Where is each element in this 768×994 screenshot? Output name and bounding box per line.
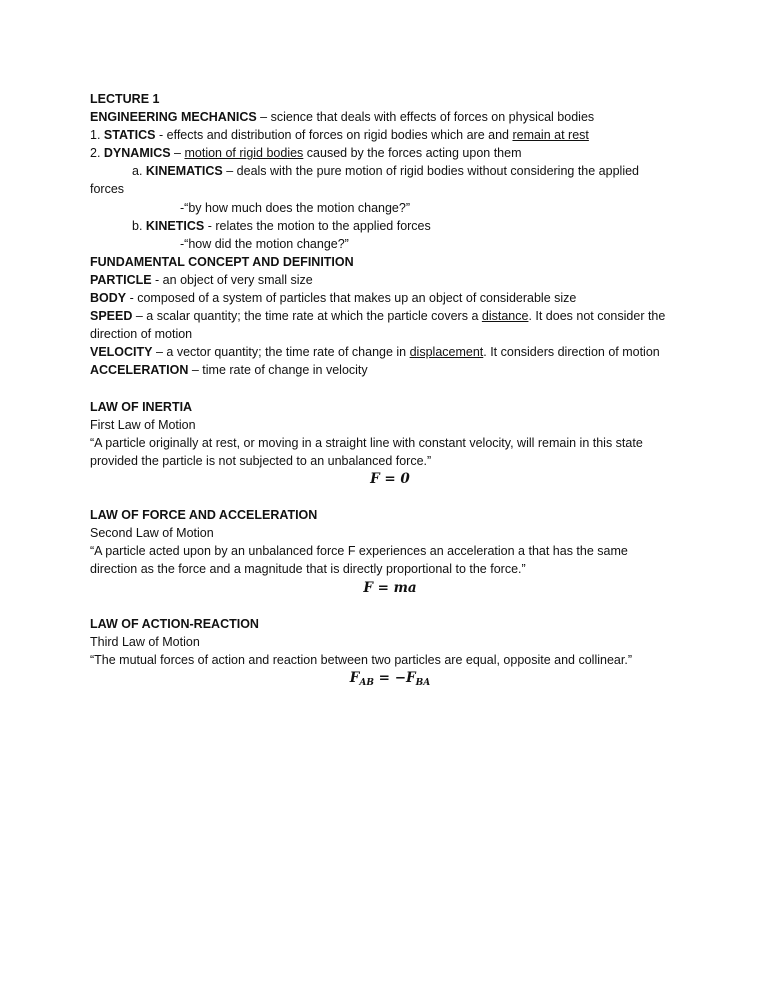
underlined-phrase: remain at rest xyxy=(512,128,589,143)
term: BODY xyxy=(90,291,127,306)
definition: – science that deals with effects of forces on physical bodies xyxy=(256,110,595,125)
item-number: 2. xyxy=(90,146,104,161)
term: KINETICS xyxy=(145,218,205,233)
item-number: 1. xyxy=(90,128,104,143)
lecture-title: LECTURE 1 xyxy=(90,92,160,106)
definition-end: . It considers direction of motion xyxy=(483,345,660,360)
equation-lhs: F xyxy=(349,670,360,686)
kinetics-question: -“how did the motion change?” xyxy=(180,236,349,251)
term: DYNAMICS xyxy=(103,146,171,161)
law3-quote-line1: “The mutual forces of action and reaction between two particles are equal, opposite and collinear.” xyxy=(90,652,632,667)
law1-quote-line2: provided the particle is not subjected to an unbalanced force.” xyxy=(90,453,432,468)
particle-definition xyxy=(90,271,690,289)
acceleration-definition xyxy=(90,361,690,379)
law1-heading: LAW OF INERTIA xyxy=(90,399,193,414)
equation-lhs-subscript: AB xyxy=(359,678,374,688)
law1-subtitle: First Law of Motion xyxy=(90,417,196,432)
law2-quote-line1: “A particle acted upon by an unbalanced force F experiences an acceleration a that has the same xyxy=(90,544,628,559)
definition: – deals with the pure motion of rigid bodies without considering the applied xyxy=(222,164,639,179)
definition: caused by the forces acting upon them xyxy=(303,146,522,161)
definition: - relates the motion to the applied forces xyxy=(204,218,431,233)
definition: – a vector quantity; the time rate of change in xyxy=(152,345,410,360)
definition: - effects and distribution of forces on rigid bodies which are and xyxy=(155,128,513,143)
kinematics-continuation: forces xyxy=(90,182,125,197)
definition: - composed of a system of particles that makes up an object of considerable size xyxy=(126,291,577,306)
underlined-phrase: displacement xyxy=(409,345,484,360)
law2-equation: F = ma xyxy=(363,579,417,596)
term: PARTICLE xyxy=(90,272,152,287)
law2-heading: LAW OF FORCE AND ACCELERATION xyxy=(90,508,318,523)
kinematics-definition xyxy=(90,162,690,180)
item-letter: b. xyxy=(132,218,146,233)
equation-rhs: = −F xyxy=(373,670,416,686)
definition: – time rate of change in velocity xyxy=(188,363,368,378)
statics-definition xyxy=(90,126,690,144)
equation-rhs-subscript: BA xyxy=(415,678,431,688)
definition: – a scalar quantity; the time rate at which the particle covers a xyxy=(132,309,482,324)
term: KINEMATICS xyxy=(145,164,223,179)
term: ACCELERATION xyxy=(90,363,189,378)
law3-equation xyxy=(90,669,690,687)
term: SPEED xyxy=(90,309,133,324)
term: ENGINEERING MECHANICS xyxy=(90,110,257,125)
spacer xyxy=(90,488,690,506)
kinetics-definition xyxy=(90,217,690,235)
engineering-mechanics-definition xyxy=(90,108,690,126)
spacer xyxy=(90,597,690,615)
item-letter: a. xyxy=(132,164,146,179)
document-page xyxy=(90,90,690,687)
underlined-phrase: motion of rigid bodies xyxy=(184,146,304,161)
law3-heading: LAW OF ACTION-REACTION xyxy=(90,616,259,631)
spacer xyxy=(90,380,690,398)
dynamics-definition xyxy=(90,144,690,162)
body-definition xyxy=(90,289,690,307)
concepts-heading: FUNDAMENTAL CONCEPT AND DEFINITION xyxy=(90,254,354,269)
definition: - an object of very small size xyxy=(151,272,313,287)
term: VELOCITY xyxy=(90,345,153,360)
kinematics-question: -“by how much does the motion change?” xyxy=(180,200,410,215)
law1-equation: F = 0 xyxy=(370,470,410,487)
law3-subtitle: Third Law of Motion xyxy=(90,634,200,649)
law2-subtitle: Second Law of Motion xyxy=(90,526,214,541)
underlined-phrase: distance xyxy=(481,309,529,324)
term: STATICS xyxy=(103,128,156,143)
law1-quote-line1: “A particle originally at rest, or moving in a straight line with constant velocity, will remain in this state xyxy=(90,435,643,450)
velocity-definition xyxy=(90,343,690,361)
definition-end: . It does not consider the xyxy=(528,309,666,324)
speed-definition xyxy=(90,307,690,325)
speed-continuation: direction of motion xyxy=(90,327,193,342)
law2-quote-line2: direction as the force and a magnitude that is directly proportional to the force.” xyxy=(90,562,526,577)
separator: – xyxy=(170,146,185,161)
